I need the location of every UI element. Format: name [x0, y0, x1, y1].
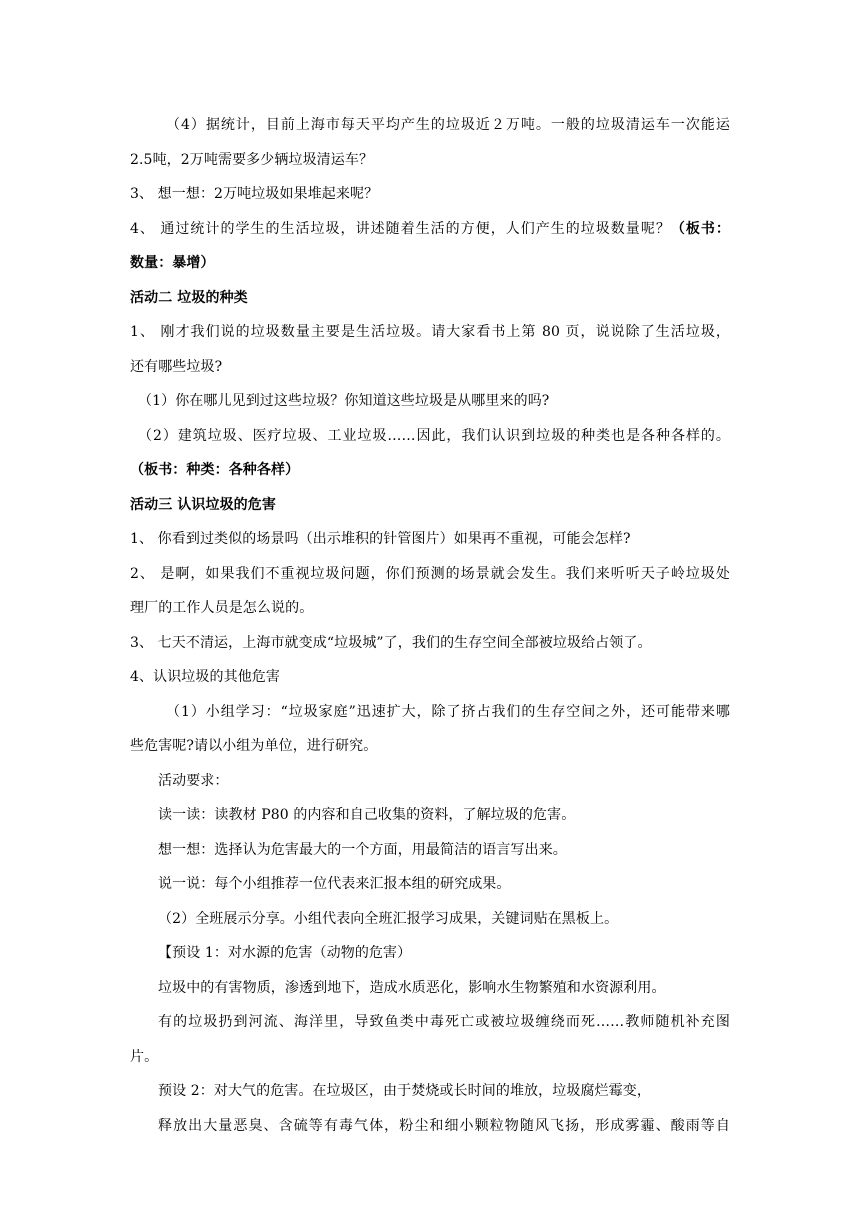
paragraph-line: 有的垃圾扔到河流、海洋里，导致鱼类中毒死亡或被垃圾缠绕而死……教师随机补充图	[158, 1014, 730, 1030]
paragraph-line: 2、 是啊，如果我们不重视垃圾问题，你们预测的场景就会发生。我们来听听天子岭垃圾处	[130, 565, 730, 582]
board-note: 数量：暴增）	[130, 255, 215, 271]
paragraph-line: （2）建筑垃圾、医疗垃圾、工业垃圾……因此，我们认识到垃圾的种类也是各种各样的。	[138, 427, 730, 444]
paragraph-line: 理厂的工作人员是怎么说的。	[130, 600, 314, 616]
paragraph-line: 还有哪些垃圾?	[130, 358, 223, 375]
paragraph-line: 些危害呢?请以小组为单位，进行研究。	[130, 738, 378, 754]
paragraph-line: （4）据统计，目前上海市每天平均产生的垃圾近２万吨。一般的垃圾清运车一次能运	[166, 117, 730, 133]
line-text-bold: （板书：	[670, 220, 730, 237]
paragraph-line: （2）全班展示分享。小组代表向全班汇报学习成果，关键词贴在黑板上。	[158, 910, 619, 927]
paragraph-line: 1、 你看到过类似的场景吗（出示堆积的针管图片）如果再不重视，可能会怎样?	[130, 531, 631, 547]
paragraph-line: 说一说：每个小组推荐一位代表来汇报本组的研究成果。	[158, 876, 511, 892]
section-heading-activity-3: 活动三 认识垃圾的危害	[130, 496, 276, 513]
section-heading-activity-2: 活动二 垃圾的种类	[130, 289, 248, 306]
paragraph-line: 4、认识垃圾的其他危害	[130, 669, 281, 685]
paragraph-line: （1）小组学习：“垃圾家庭”迅速扩大，除了挤占我们的生存空间之外，还可能带来哪	[166, 703, 730, 720]
document-body	[130, 108, 730, 1143]
line-text	[130, 221, 730, 237]
board-note: （板书：种类：各种各样）	[130, 462, 300, 478]
paragraph-line: 2.5吨，2万吨需要多少辆垃圾清运车？	[130, 151, 374, 168]
paragraph-line: 活动要求：	[158, 772, 229, 789]
paragraph-line: 想一想：选择认为危害最大的一个方面，用最简洁的语言写出来。	[158, 841, 567, 858]
paragraph-line: 1、 刚才我们说的垃圾数量主要是生活垃圾。请大家看书上第 80 页，说说除了生活垃圾，	[130, 324, 730, 340]
paragraph-line: 预设 2：对大气的危害。在垃圾区，由于焚烧或长时间的堆放，垃圾腐烂霉变，	[158, 1083, 651, 1099]
paragraph-line-with-bold-tail	[130, 212, 730, 247]
paragraph-line: 垃圾中的有害物质，渗透到地下，造成水质恶化，影响水生物繁殖和水资源利用。	[158, 979, 666, 996]
paragraph-line: 释放出大量恶臭、含硫等有毒气体，粉尘和细小颗粒物随风飞扬，形成雾霾、酸雨等自	[158, 1117, 730, 1134]
paragraph-line: 3、 想一想：2万吨垃圾如果堆起来呢？	[130, 186, 379, 202]
paragraph-line: 片。	[130, 1048, 159, 1065]
paragraph-line: 读一读：读教材 P80 的内容和自己收集的资料，了解垃圾的危害。	[158, 807, 576, 823]
paragraph-line: 3、 七天不清运，上海市就变成“垃圾城”了，我们的生存空间全部被垃圾给占领了。	[130, 634, 652, 651]
line-text-regular: 4、 通过统计的学生的生活垃圾，讲述随着生活的方便，人们产生的垃圾数量呢？	[130, 220, 671, 237]
paragraph-line: （1）你在哪儿见到过这些垃圾？你知道这些垃圾是从哪里来的吗?	[138, 393, 550, 409]
paragraph-line: 【预设 1：对水源的危害（动物的危害）	[158, 945, 412, 961]
